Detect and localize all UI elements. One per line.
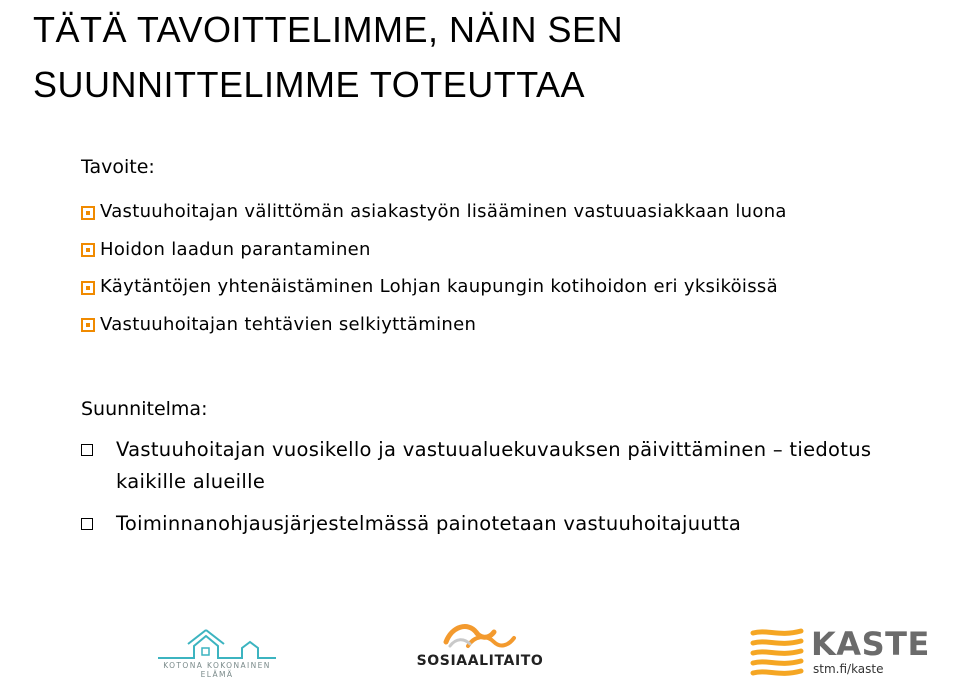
plan-item-text: Vastuuhoitajan vuosikello ja vastuualuekuvauksen päivittäminen – tiedotus kaikille alueille <box>116 438 872 493</box>
page-title-line-1: TÄTÄ TAVOITTELIMME, NÄIN SEN <box>33 9 624 50</box>
kaste-logo-name: KASTE <box>811 625 930 663</box>
kotona-logo-text: KOTONA KOKONAINEN ELÄMÄ <box>163 661 271 679</box>
plan-list <box>81 434 921 540</box>
plan-item <box>81 508 921 540</box>
plan-item <box>81 434 921 498</box>
square-bullet-icon <box>81 281 95 295</box>
kaste-logo <box>749 625 930 683</box>
goal-item-text: Hoidon laadun parantaminen <box>100 238 371 260</box>
square-bullet-icon <box>81 318 95 332</box>
plan-item-text: Toiminnanohjausjärjestelmässä painotetaan vastuuhoitajuutta <box>116 512 742 535</box>
hollow-square-bullet-icon <box>81 518 93 530</box>
square-bullet-icon <box>81 206 95 220</box>
page-title <box>33 2 933 112</box>
kaste-stripes-icon <box>749 625 807 681</box>
kotona-kokonainen-elama-logo <box>154 624 280 679</box>
goal-section-label: Tavoite: <box>81 156 155 178</box>
goal-item <box>81 193 787 231</box>
goal-item <box>81 268 787 306</box>
kaste-logo-url: stm.fi/kaste <box>813 662 884 676</box>
hollow-square-bullet-icon <box>81 444 93 456</box>
goal-item-text: Vastuuhoitajan välittömän asiakastyön lisääminen vastuuasiakkaan luona <box>100 201 787 223</box>
square-bullet-icon <box>81 243 95 257</box>
plan-section-label: Suunnitelma: <box>81 398 208 420</box>
sosiaalitaito-logo <box>410 616 550 672</box>
wave-swirl-icon <box>410 616 550 652</box>
goal-item-text: Vastuuhoitajan tehtävien selkiyttäminen <box>100 313 477 335</box>
goal-item <box>81 231 787 269</box>
house-outline-icon <box>154 624 280 664</box>
sosiaalitaito-logo-text: SOSIAALITAITO <box>416 653 544 669</box>
goal-item-text: Käytäntöjen yhtenäistäminen Lohjan kaupungin kotihoidon eri yksiköissä <box>100 276 778 298</box>
goal-list <box>81 193 787 343</box>
page-title-line-2: SUUNNITTELIMME TOTEUTTAA <box>33 64 586 105</box>
goal-item <box>81 306 787 344</box>
